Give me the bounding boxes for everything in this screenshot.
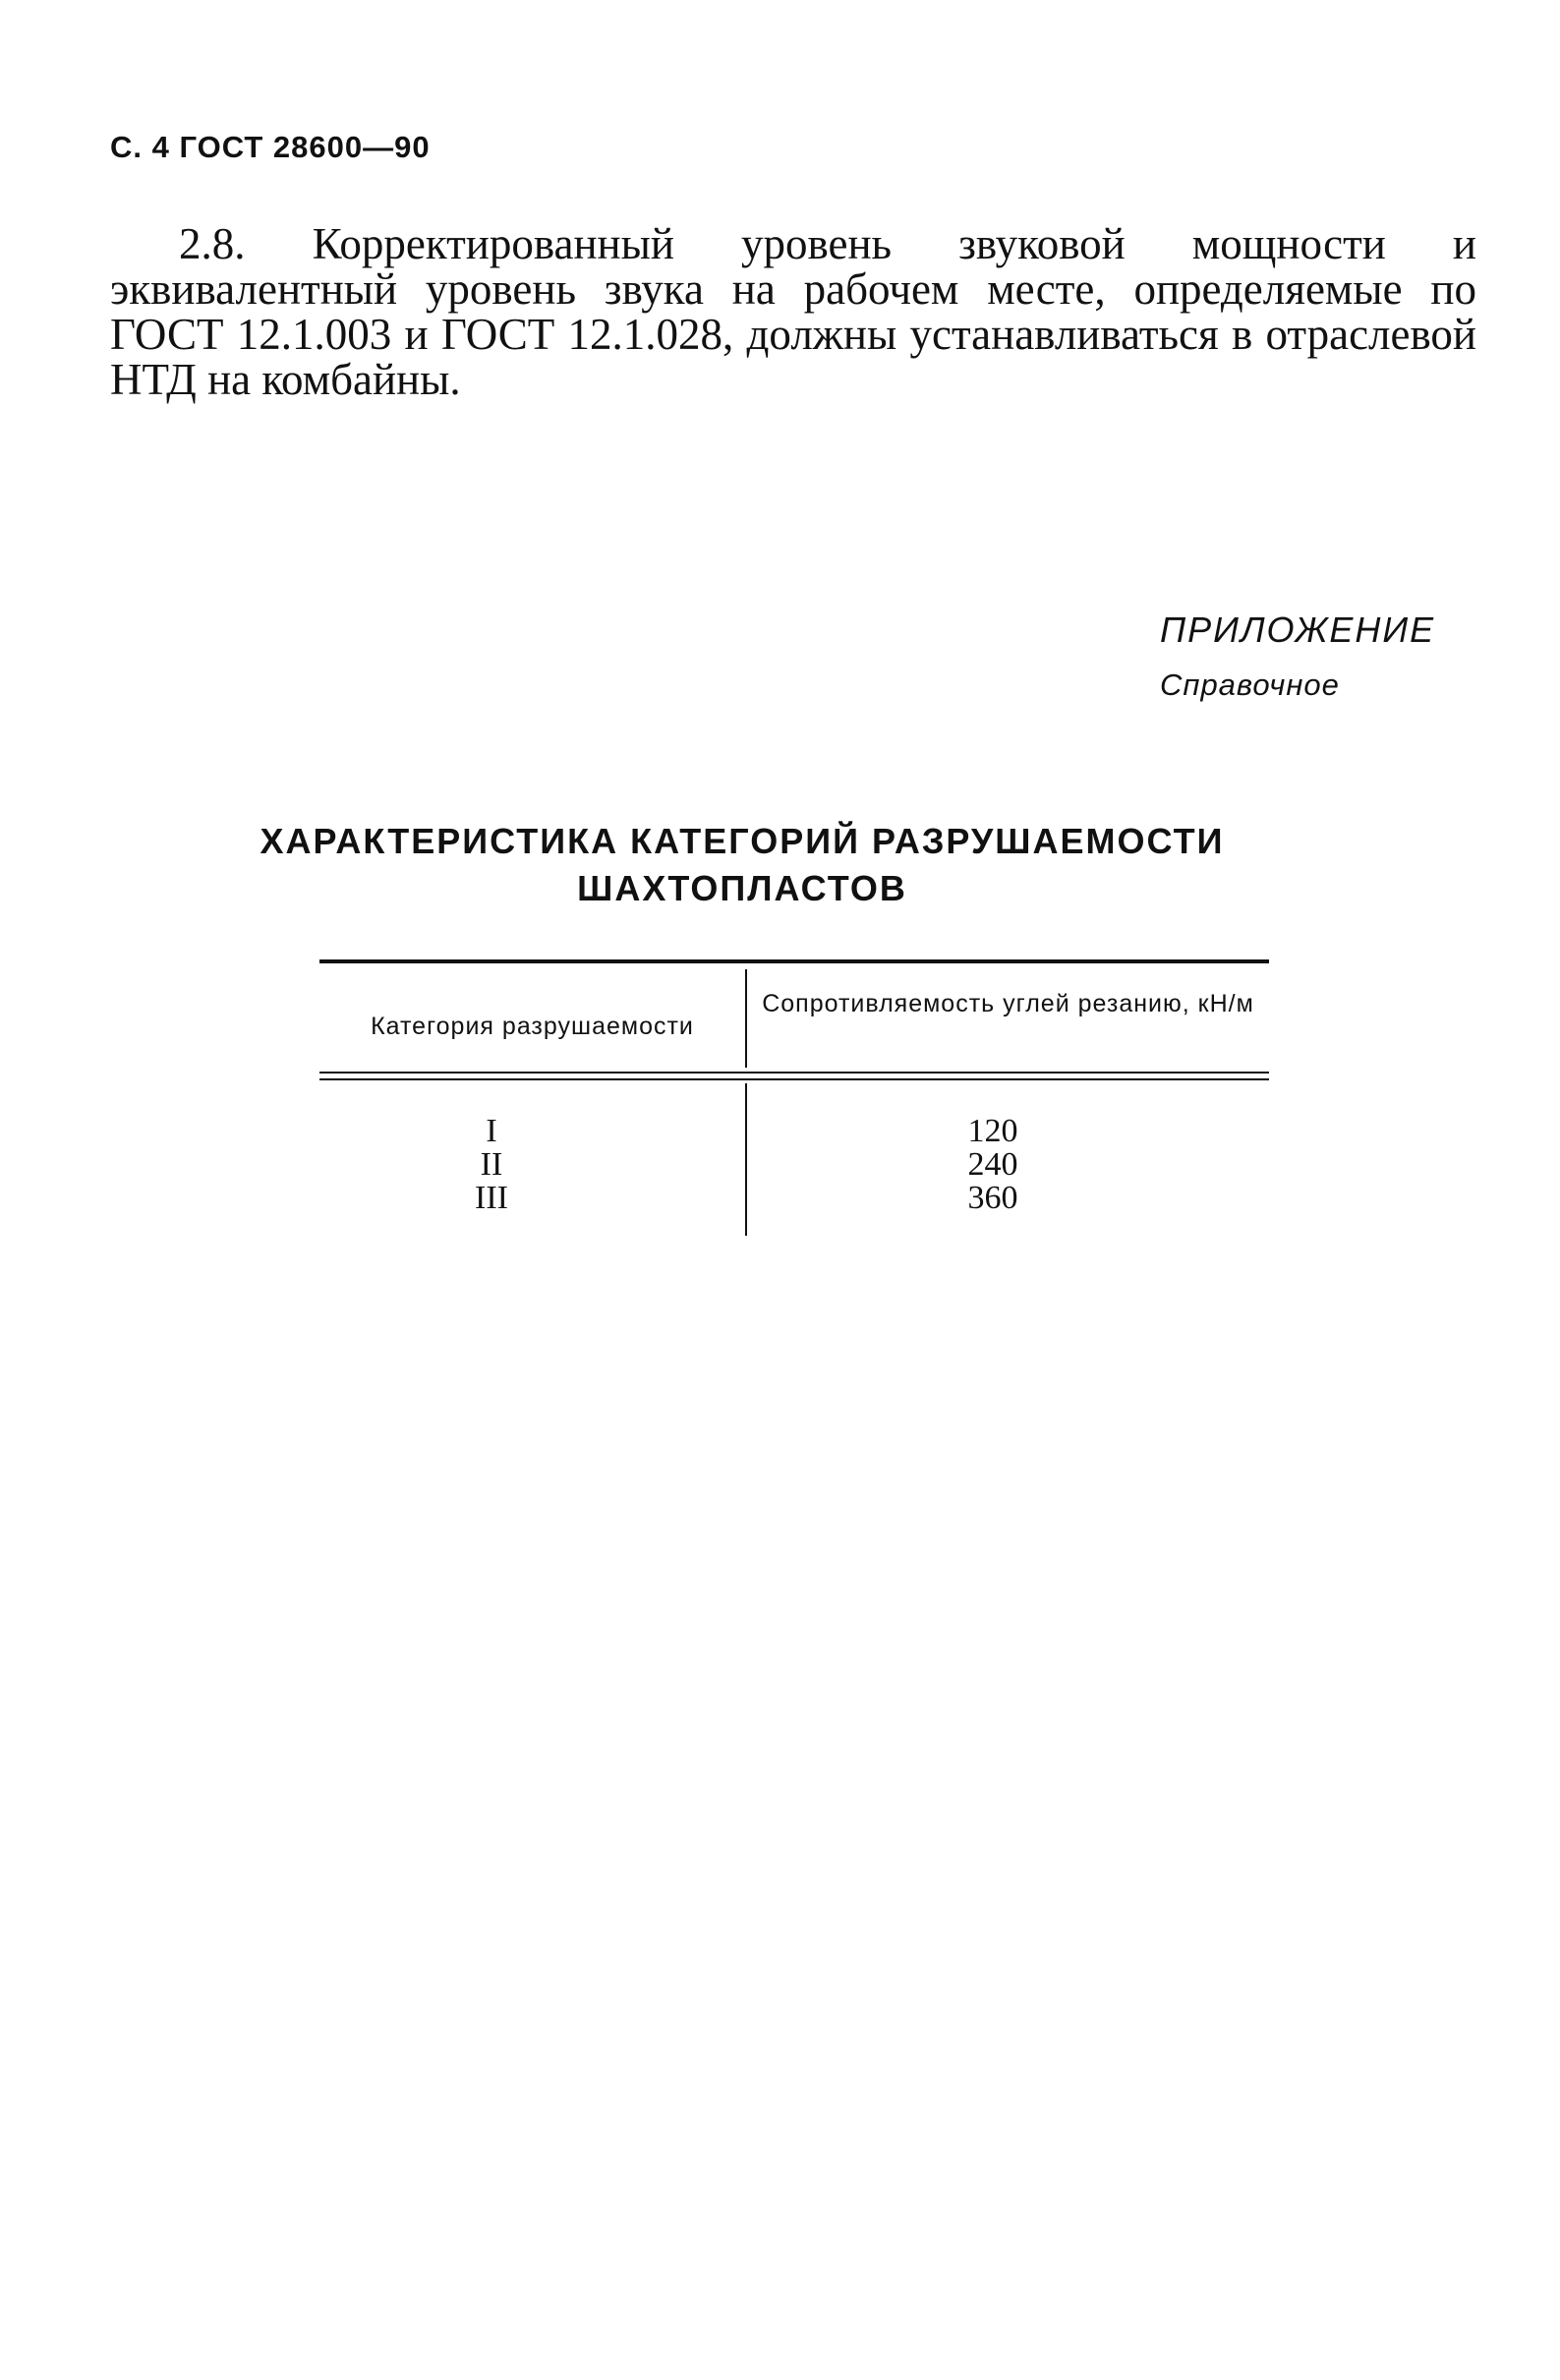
table-title [216,818,1268,912]
table-header-divider [745,969,747,1068]
table-header-rule [319,1072,1269,1074]
running-head: С. 4 ГОСТ 28600—90 [110,130,431,164]
table-cell-resistance: 120 [967,1113,1018,1149]
table-title-line-1: ХАРАКТЕРИСТИКА КАТЕГОРИЙ РАЗРУШАЕМОСТИ [260,821,1225,861]
appendix-label: ПРИЛОЖЕНИЕ [1160,610,1436,650]
table-cell-resistance: 240 [967,1146,1018,1183]
column-header-category: Категория разрушаемости [371,1013,694,1040]
paragraph-2-8: 2.8. Корректированный уровень звуковой мощности и эквивалентный уровень звука на рабочем месте, определяемые по ГОСТ 12.1.003 и ГОСТ 12.1.028, должны устанавливаться в отраслевой НТД на комбайны. [110,219,1476,404]
column-header-resistance: Сопротивляемость углей резанию, кН/м [762,990,1254,1017]
appendix-subtitle: Справочное [1160,668,1340,702]
table-top-rule [319,959,1269,963]
table-cell-resistance: 360 [967,1180,1018,1216]
table-body-divider [745,1083,747,1236]
table-cell-category: II [480,1146,503,1183]
table-cell-category: I [486,1113,497,1149]
table-title-line-2: ШАХТОПЛАСТОВ [577,868,907,908]
table-header-rule-second [319,1078,1269,1080]
table-cell-category: III [475,1180,508,1216]
